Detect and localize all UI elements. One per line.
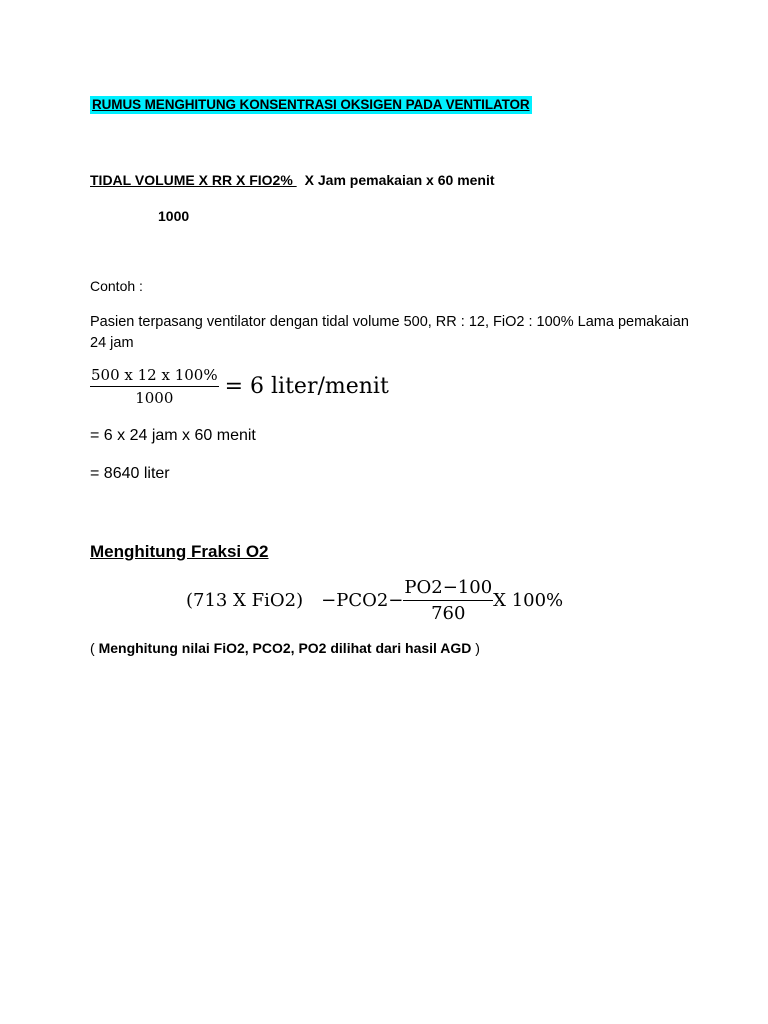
example-description: Pasien terpasang ventilator dengan tidal volume 500, RR : 12, FiO2 : 100% Lama pemakaian 24 jam: [90, 314, 689, 351]
general-formula-numerator: TIDAL VOLUME X RR X FIO2%: [90, 172, 297, 188]
note-text: Menghitung nilai FiO2, PCO2, PO2 dilihat dari hasil AGD: [98, 640, 472, 656]
general-formula-suffix: X Jam pemakaian x 60 menit: [304, 172, 495, 188]
general-formula-denominator: 1000: [158, 208, 190, 224]
note-close-paren: ): [471, 640, 480, 656]
example-fraction-numerator: 500 x 12 x 100%: [90, 366, 219, 387]
example-step-1: = 6 x 24 jam x 60 menit: [90, 427, 256, 444]
formula-fraction: [403, 577, 493, 624]
example-fraction-result: = 6 liter/menit: [224, 374, 389, 399]
document-title: RUMUS MENGHITUNG KONSENTRASI OKSIGEN PADA VENTILATOR: [92, 97, 530, 112]
formula-note: [90, 640, 480, 656]
formula-right-term: X 100%: [493, 590, 564, 611]
formula-fraction-denominator: 760: [431, 603, 466, 624]
example-fraction: [90, 366, 389, 407]
example-fraction-denominator: 1000: [135, 389, 174, 407]
example-fraction-body: [90, 366, 219, 407]
formula-minus-term: −PCO2−: [321, 590, 404, 611]
section-title: Menghitung Fraksi O2: [90, 542, 269, 561]
general-formula: [90, 172, 495, 188]
formula-fraction-numerator: PO2−100: [403, 577, 493, 601]
example-step-2: = 8640 liter: [90, 465, 170, 482]
note-open-paren: (: [90, 640, 99, 656]
formula-left-term: (713 X FiO2): [186, 590, 304, 611]
example-label: Contoh :: [90, 278, 143, 294]
fraksi-o2-formula: [186, 577, 563, 624]
